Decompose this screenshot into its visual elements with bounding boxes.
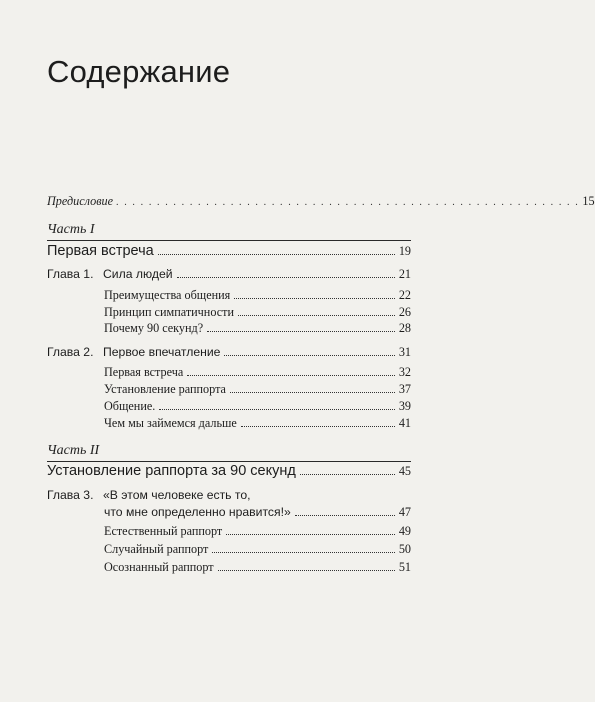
part-1-rule xyxy=(47,240,411,241)
leader-dots xyxy=(230,391,395,393)
section-page: 28 xyxy=(398,321,411,335)
section-page: 51 xyxy=(398,560,411,574)
chapter-3-label: Глава 3. xyxy=(47,488,94,502)
page-title: Содержание xyxy=(47,54,231,89)
section-page: 50 xyxy=(398,542,411,556)
leader-dots xyxy=(295,514,395,516)
section-page: 32 xyxy=(398,365,411,379)
chapter-3-title-continued[interactable] xyxy=(104,505,411,520)
section-title: Установление раппорта xyxy=(104,382,226,396)
section-entry[interactable] xyxy=(104,542,411,557)
part-1-title: Первая встреча xyxy=(47,243,154,259)
section-page: 49 xyxy=(398,524,411,538)
section-entry[interactable] xyxy=(104,305,411,320)
chapter-1-entry[interactable] xyxy=(47,267,411,282)
section-title: Первая встреча xyxy=(104,365,184,379)
section-entry[interactable] xyxy=(104,524,411,539)
section-entry[interactable] xyxy=(104,382,411,397)
section-title: Почему 90 секунд? xyxy=(104,321,204,335)
leader-dots xyxy=(158,253,395,255)
leader-dots xyxy=(226,533,395,535)
chapter-3-page: 47 xyxy=(398,505,411,519)
part-1-label: Часть I xyxy=(47,222,95,237)
leader-dots xyxy=(224,354,394,356)
part-2-title: Установление раппорта за 90 секунд xyxy=(47,463,296,479)
leader-dots xyxy=(218,569,395,571)
leader-dots xyxy=(207,330,395,332)
section-page: 37 xyxy=(398,382,411,396)
preface-label: Предисловие xyxy=(47,194,114,208)
toc-preface[interactable] xyxy=(47,194,595,209)
chapter-3-entry[interactable] xyxy=(47,488,411,502)
leader-dots xyxy=(241,425,395,427)
section-title: Естественный раппорт xyxy=(104,524,223,538)
part-1-page: 19 xyxy=(398,244,411,258)
leader-dots xyxy=(212,551,394,553)
chapter-2-page: 31 xyxy=(398,345,411,359)
chapter-3-title-line1: «В этом человеке есть то, xyxy=(103,488,251,502)
leader-dots xyxy=(187,374,395,376)
chapter-1-title: Сила людей xyxy=(103,267,173,281)
section-title: Осознанный раппорт xyxy=(104,560,214,574)
chapter-3-title-line2: что мне определенно нравится!» xyxy=(104,505,291,519)
section-title: Принцип симпатичности xyxy=(104,305,234,319)
part-2-rule xyxy=(47,461,411,462)
leader-dots xyxy=(159,408,395,410)
preface-page: 15 xyxy=(582,194,595,208)
section-title: Случайный раппорт xyxy=(104,542,209,556)
leader-dots xyxy=(238,314,395,316)
section-entry[interactable] xyxy=(104,416,411,431)
part-1-entry[interactable] xyxy=(47,243,411,259)
section-page: 41 xyxy=(398,416,411,430)
section-entry[interactable] xyxy=(104,399,411,414)
section-entry[interactable] xyxy=(104,560,411,575)
chapter-1-page: 21 xyxy=(398,267,411,281)
leader-dots xyxy=(234,297,395,299)
section-page: 39 xyxy=(398,399,411,413)
chapter-2-label: Глава 2. xyxy=(47,345,94,359)
section-title: Общение. xyxy=(104,399,156,413)
section-page: 22 xyxy=(398,288,411,302)
section-entry[interactable] xyxy=(104,321,411,336)
section-entry[interactable] xyxy=(104,288,411,303)
section-title: Преимущества общения xyxy=(104,288,231,302)
leader-dots xyxy=(300,473,395,475)
section-title: Чем мы займемся дальше xyxy=(104,416,237,430)
part-2-entry[interactable] xyxy=(47,463,411,479)
leader-dots: . . . . . . . . . . . . . . . . . . . . . . . . . . . . . . . . . . . . . . . . . . . . . . . . . . . . . . . . . xyxy=(116,197,580,208)
leader-dots xyxy=(177,276,395,278)
section-page: 26 xyxy=(398,305,411,319)
chapter-2-title: Первое впечатление xyxy=(103,345,221,359)
chapter-2-entry[interactable] xyxy=(47,345,411,360)
part-2-page: 45 xyxy=(398,464,411,478)
part-2-label: Часть II xyxy=(47,443,100,458)
section-entry[interactable] xyxy=(104,365,411,380)
chapter-1-label: Глава 1. xyxy=(47,267,94,281)
